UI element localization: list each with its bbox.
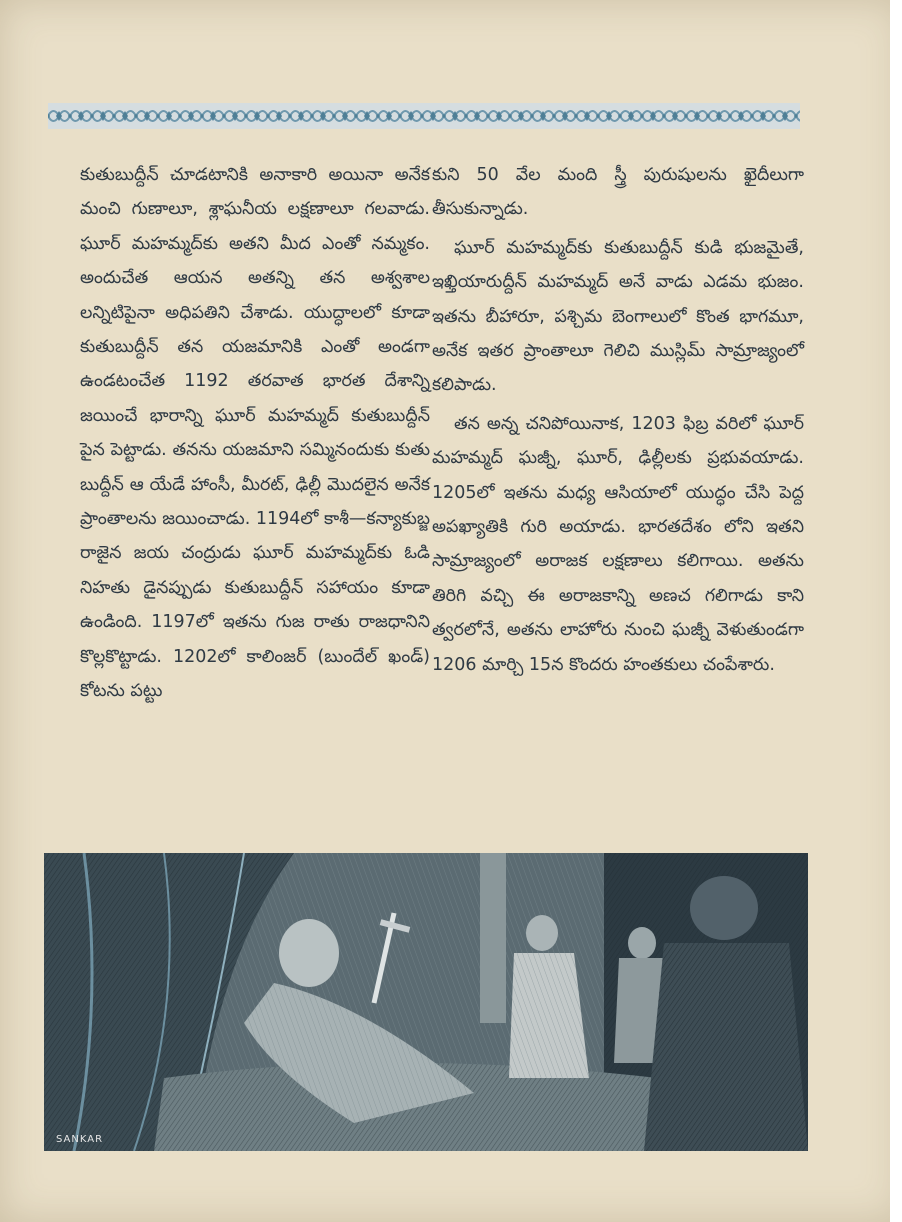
artist-signature: SANKAR (56, 1134, 104, 1145)
text-column-right (432, 158, 804, 682)
scan-edge (890, 0, 902, 1222)
assassination-scene-illustration (44, 853, 808, 1151)
paragraph: కుని 50 వేల మంది స్త్రీ పురుషులను ఖైదీలుగా తీసుకున్నాడు. (432, 165, 804, 220)
paragraph: తన అన్న చనిపోయినాక, 1203 ఫిబ్ర వరిలో ఘూర్ మహమ్మద్ ఘజ్నీ, ఘూర్, ఢిల్లీలకు ప్రభువయాడు. 1205లో ఇతను మధ్య ఆసియాలో యుద్ధం చేసి పెద్ద అపఖ్యాతికి గురి అయాడు. భారతదేశం లోని ఇతని సామ్రాజ్యంలో అరాజక లక్షణాలు కలిగాయి. అతను తిరిగి వచ్చి ఈ అరాజకాన్ని అణచ గలిగాడు కాని త్వరలోనే, అతను లాహోరు నుంచి ఘజ్నీ వెళుతుండగా 1206 మార్చి 15న కొందరు హంతకులు చంపేశారు. (432, 413, 804, 675)
text-column-left (80, 158, 430, 709)
illustration-artwork (44, 853, 808, 1151)
paragraph: కుతుబుద్దీన్ చూడటానికి అనాకారి అయినా అనేక మంచి గుణాలూ, శ్లాఘనీయ లక్షణాలూ గలవాడు. ఘూర్ మహమ్మద్‌కు అతని మీద ఎంతో నమ్మకం. అందుచేత ఆయన అతన్ని తన అశ్వశాల లన్నిటిపైనా అధిపతిని చేశాడు. యుద్ధాలలో కూడా కుతుబుద్దీన్ తన యజమానికి ఎంతో అండగా ఉండటంచేత 1192 తరవాత భారత దేశాన్ని జయించే భారాన్ని ఘూర్ మహమ్మద్ కుతుబుద్దీన్ పైన పెట్టాడు. తనను యజమాని సమ్మినందుకు కుతు బుద్దీన్ ఆ యేడే హాంసీ, మీరట్, ఢిల్లీ మొదలైన అనేక ప్రాంతాలను జయించాడు. 1194లో కాశీ—కన్యాకుబ్జ రాజైన జయ చంద్రుడు ఘూర్ మహమ్మద్‌కు ఓడి నిహతు డైనప్పుడు కుతుబుద్దీన్ సహాయం కూడా ఉండింది. 1197లో ఇతను గుజ రాతు రాజధానిని కొల్లకొట్టాడు. 1202లో కాలింజర్ (బుందేల్ ఖండ్) కోటను పట్టు (80, 165, 430, 702)
paragraph: ఘూర్ మహమ్మద్‌కు కుతుబుద్దీన్ కుడి భుజమైతే, ఇఖ్తియారుద్దీన్ మహమ్మద్ అనే వాడు ఎడమ భుజం. ఇతను బీహారూ, పశ్చిమ బెంగాలులో కొంత భాగమూ, అనేక ఇతర ప్రాంతాలూ గెలిచి ముస్లిమ్ సామ్రాజ్యంలో కలిపాడు. (432, 237, 804, 396)
decorative-border (48, 103, 800, 129)
decorative-border-pattern (48, 103, 800, 129)
